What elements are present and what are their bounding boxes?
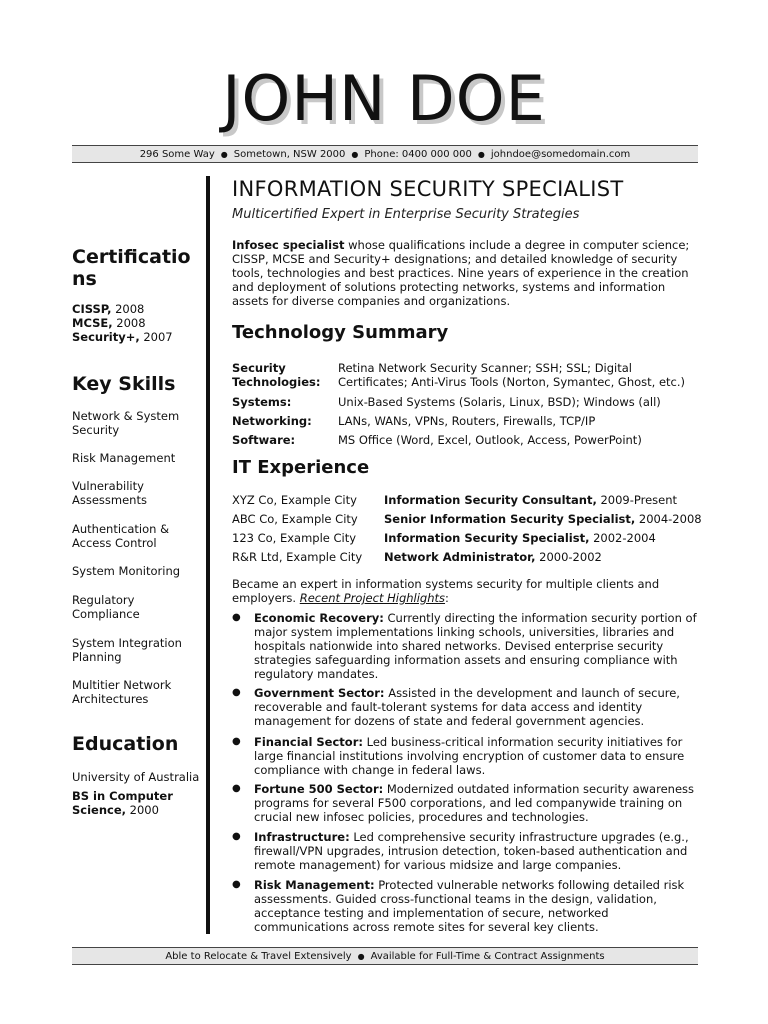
highlights-link: Recent Project Highlights (299, 591, 446, 605)
cert-item: Security+, 2007 (72, 330, 173, 344)
school: University of Australia (72, 770, 200, 784)
summary-paragraph: Infosec specialist whose qualifications include a degree in computer science; CISSP, MCSE and Security+ designations; and detailed knowledge of security tools, technologies and best practices. Nine years of experience in the creation and deployment of solutions protecting networks, systems and information assets for diverse companies and organizations. (232, 238, 690, 308)
city: Sometown, NSW 2000 (233, 148, 346, 160)
phone: Phone: 0400 000 000 (364, 148, 472, 160)
job-title: INFORMATION SECURITY SPECIALIST (232, 177, 624, 201)
skill-item: Regulatory Compliance (72, 593, 140, 621)
key-skills-heading: Key Skills (72, 373, 176, 395)
job-subtitle: Multicertified Expert in Enterprise Security Strategies (232, 207, 580, 222)
separator-dot: ● (477, 149, 485, 159)
experience-intro: Became an expert in information systems security for multiple clients and employers. Recent Project Highlights: (232, 577, 660, 605)
education-heading: Education (72, 733, 179, 755)
skill-item: System Integration Planning (72, 636, 182, 664)
email: johndoe@somedomain.com (490, 148, 631, 160)
availability-note: Available for Full-Time & Contract Assignments (370, 950, 605, 962)
skill-item: Network & System Security (72, 409, 180, 437)
footer-bar (72, 947, 698, 965)
relocate-note: Able to Relocate & Travel Extensively (165, 950, 352, 962)
cert-item: CISSP, 2008 (72, 302, 145, 316)
skill-item: Vulnerability Assessments (72, 479, 147, 507)
tech-summary-heading: Technology Summary (232, 322, 449, 343)
separator-dot: ● (351, 149, 359, 159)
skill-item: System Monitoring (72, 564, 181, 578)
cert-item: MCSE, 2008 (72, 316, 146, 330)
cert-list (72, 302, 200, 344)
address: 296 Some Way (139, 148, 215, 160)
separator-dot: ● (220, 149, 228, 159)
contact-bar (72, 145, 698, 163)
certifications-heading: Certifications (72, 246, 191, 290)
degree: BS in Computer Science, 2000 (72, 789, 173, 817)
it-experience-heading: IT Experience (232, 457, 370, 478)
candidate-name: JOHN DOE (222, 62, 546, 135)
skill-item: Multitier Network Architectures (72, 678, 172, 706)
separator-dot: ● (357, 951, 365, 961)
skill-item: Risk Management (72, 451, 176, 465)
column-divider (206, 176, 210, 934)
skill-item: Authentication & Access Control (72, 522, 170, 550)
